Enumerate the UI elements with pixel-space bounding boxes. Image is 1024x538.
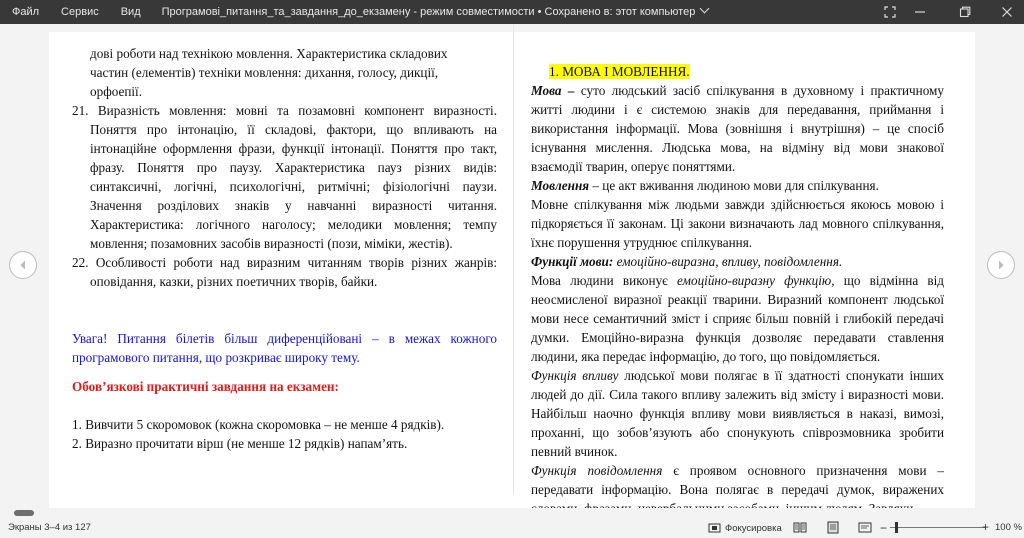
tasks-heading: Обов’язкові практичні завдання на екзамен: [72, 379, 339, 394]
term-influence: Функція впливу [531, 368, 619, 383]
document-title[interactable] [162, 6, 709, 18]
focus-mode-button[interactable] [708, 520, 782, 536]
item-22 [72, 253, 497, 291]
title-bar [0, 0, 1024, 24]
status-bar [0, 518, 1024, 538]
zoom-in-button[interactable]: + [982, 520, 990, 534]
zoom-slider[interactable] [890, 527, 986, 528]
term-message: Функція повідомлення [531, 463, 663, 478]
functions-list: емоційно-виразна, впливу, повідомлення. [616, 254, 843, 269]
def-influence: людської мови полягає в її здатності спонукати інших людей до дії. Сила такого впливу залежить від змісту і виразності мови. Найбільш наочно функція впливу мови виявляється в наказі, вимозі, проханні, що зобов’язують або спонукують співрозмовника зробити певний вчинок. [531, 368, 944, 459]
close-icon[interactable] [992, 0, 1022, 24]
document-title-text: Програмові_питання_та_завдання_до_екзамену - режим совместимости • Сохранено в: этот компьютер [161, 6, 696, 18]
minimize-icon[interactable] [905, 0, 935, 24]
term-movlennia: Мовлення [531, 178, 590, 193]
read-mode-icon[interactable] [793, 521, 807, 534]
def-message: є проявом основного призначення мови – передавати інформацію. Вона полягає в передачі думок, виражених [531, 463, 944, 497]
paragraph-mova [531, 81, 944, 176]
focus-label: Фокусировка [725, 522, 782, 534]
item-21 [72, 101, 497, 253]
web-layout-icon[interactable] [858, 521, 872, 534]
zoom-slider-thumb[interactable] [895, 522, 898, 533]
task-1: 1. Вивчити 5 скоромовок (кожна скоромовка – не менше 4 рядків). [72, 417, 445, 432]
zoom-out-button[interactable]: − [880, 521, 888, 535]
item-20-tail [72, 44, 497, 101]
scrollbar-thumb[interactable] [14, 510, 34, 516]
horizontal-scrollbar[interactable] [0, 508, 1024, 518]
paragraph-influence [531, 366, 944, 461]
next-page-button[interactable] [987, 251, 1015, 279]
emotive-post: що відмінна від неосмисленої виразної реакції тварини. Виразний компонент людської мови несе семантичний зміст і сприяє більш повній і глибокій передачі думки. Емоційно-виразна функція дозволяє передавати ставлення людини, яка передає інформацію, до того, що повідомляється. [531, 273, 944, 364]
exam-notice: Увага! Питання білетів більш диференційовані – в межах кожного програмового питання, що розкриває широку тему. [72, 331, 497, 365]
chevron-left-icon [17, 259, 29, 271]
emotive-pre: Мова людини виконує [531, 273, 668, 288]
item-number: 22. [72, 255, 89, 270]
menu-view[interactable]: Вид [120, 6, 141, 18]
def-movlennia: – це акт вживання людиною мови для спілкування. [592, 178, 879, 193]
heading-highlight: 1. МОВА І МОВЛЕННЯ. [549, 64, 690, 79]
restore-icon[interactable] [950, 0, 980, 24]
text-line: частин (елементів) техніки мовлення: дихання, голосу, дикції, [90, 65, 439, 80]
item-text: Виразність мовлення: мовні та позамовні компонент виразності. Поняття про інтонацію, її складові, фактори, що впливають на інтонаційне оформлення фрази, функції інтонації. Поняття про такт, фразу. Поняття про паузу. Характеристика пауз різних видів: синтаксичні, логічні, психологічні, ритмічні; фізіологічні паузи. Значення розділових знаків у навчанні виразності читання. Характеристика: логічного наголосу; мелодики мовлення; темпу мовлення; позамовних засобів виразності (пози, міміки, жестів). [90, 103, 498, 251]
menu-file[interactable]: Файл [12, 6, 40, 18]
paragraph-functions [531, 252, 944, 271]
item-number: 21. [72, 103, 89, 118]
term-mova: Мова – [531, 83, 575, 98]
focus-icon [708, 522, 721, 534]
print-layout-icon[interactable] [826, 521, 840, 534]
def-mova: суто людський засіб спілкування в духовному і практичному житті людини і є системою знаків для передавання, приймання і використання інформації. Мова (зовнішня і внутрішня) – це спосіб існування мислення. Людська мова, на відміну від мови знакової взаємодії тварин, оперує поняттями. [531, 83, 944, 174]
page-counter: Экраны 3–4 из 127 [8, 522, 91, 533]
paragraph-movlennia [531, 176, 944, 195]
section-heading [531, 62, 944, 81]
item-text: Особливості роботи над виразним читанням творів різних жанрів: оповідання, казки, різних поетичних творів, байки. [90, 255, 497, 289]
term-emotive: емоційно-виразну функцію, [677, 273, 835, 288]
text-line: дові роботи над технікою мовлення. Характеристика складових [90, 46, 448, 61]
left-page [72, 44, 497, 453]
paragraph-communication: Мовне спілкування між людьми завжди здійснюється якоюсь мовою і підкоряється її законам. Ці закони визначають лад мовного спілкування, їхнє порушення утруднює спілкування. [531, 197, 944, 250]
paragraph-emotive [531, 271, 944, 366]
right-page [531, 62, 944, 518]
text-line: орфоепії. [90, 84, 143, 99]
menu-service[interactable]: Сервис [61, 6, 99, 18]
zoom-level[interactable]: 100 % [995, 522, 1022, 533]
task-2: 2. Виразно прочитати вірш (не менше 12 рядків) напам’ять. [72, 436, 408, 451]
term-functions: Функції мови: [531, 254, 614, 269]
fullscreen-icon[interactable] [875, 0, 905, 24]
page-divider [513, 24, 514, 494]
chevron-right-icon [995, 259, 1007, 271]
previous-page-button[interactable] [9, 251, 37, 279]
chevron-down-icon [700, 4, 710, 14]
